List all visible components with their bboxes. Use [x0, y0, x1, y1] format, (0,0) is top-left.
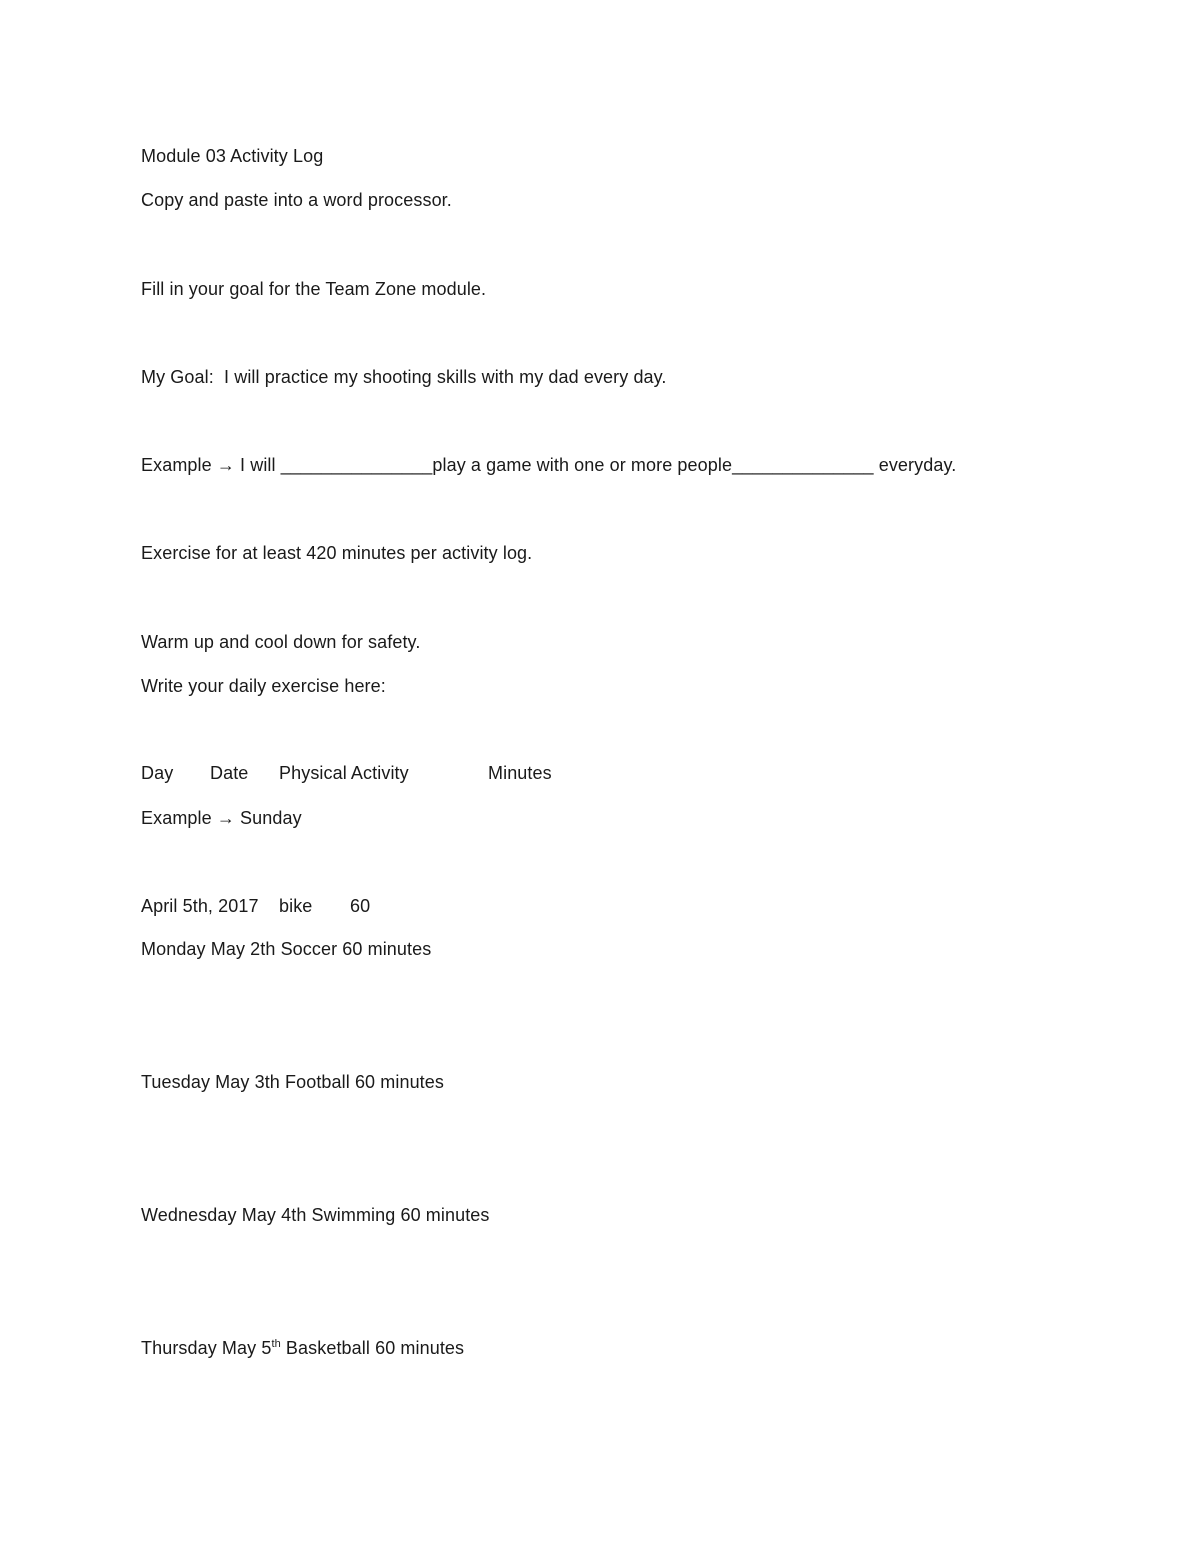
instruction-text: Copy and paste into a word processor. — [141, 190, 452, 210]
log-entry-day-date: Thursday May 5 — [141, 1338, 272, 1358]
example-row: Example → Sunday — [141, 808, 302, 828]
example-entry-activity: bike — [279, 896, 313, 916]
log-entry — [141, 1337, 464, 1359]
header-date: Date — [210, 763, 249, 783]
header-minutes: Minutes — [488, 763, 552, 783]
document-title: Module 03 Activity Log — [141, 146, 324, 166]
table-header-row — [141, 762, 641, 784]
my-goal-text: My Goal: I will practice my shooting skills with my dad every day. — [141, 367, 667, 387]
log-entry: Monday May 2th Soccer 60 minutes — [141, 939, 432, 959]
warmup-note: Warm up and cool down for safety. — [141, 632, 421, 652]
goal-prompt: Fill in your goal for the Team Zone module. — [141, 279, 487, 299]
example-entry-row — [141, 895, 441, 917]
log-entry: Tuesday May 3th Football 60 minutes — [141, 1072, 444, 1092]
write-prompt: Write your daily exercise here: — [141, 676, 386, 696]
log-entry: Wednesday May 4th Swimming 60 minutes — [141, 1205, 490, 1225]
log-entry-activity: Basketball 60 minutes — [280, 1338, 465, 1358]
example-goal-text: Example → I will _______________play a game with one or more people______________ everyday. — [141, 455, 957, 475]
ordinal-suffix: th — [271, 1338, 281, 1350]
exercise-requirement: Exercise for at least 420 minutes per activity log. — [141, 543, 533, 563]
example-entry-date: April 5th, 2017 — [141, 896, 259, 916]
header-day: Day — [141, 763, 174, 783]
header-physical-activity: Physical Activity — [279, 763, 409, 783]
example-entry-minutes: 60 — [350, 896, 371, 916]
